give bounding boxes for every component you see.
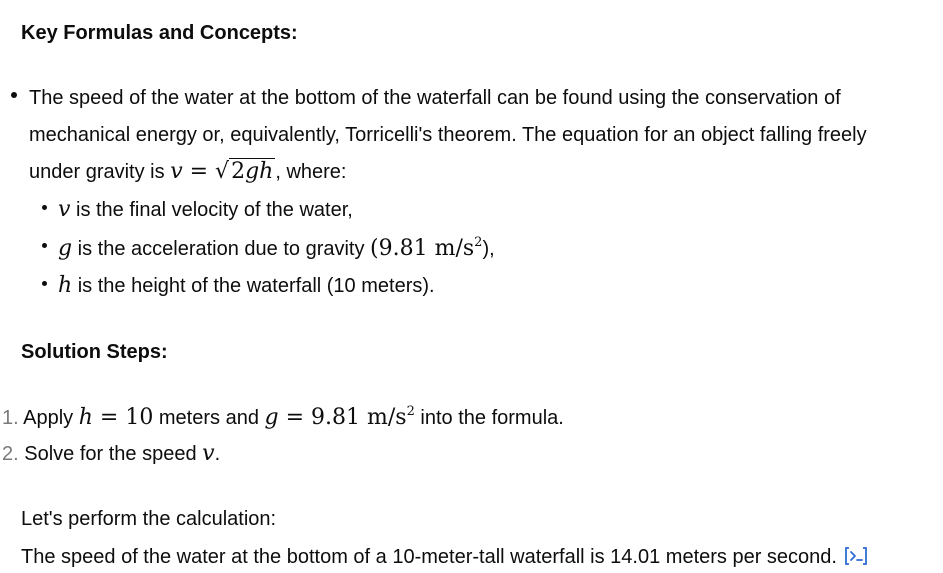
bullet-dot bbox=[11, 92, 17, 98]
gravity-value: (9.81 $m/s^2$ bbox=[370, 235, 483, 261]
formula-v-sqrt-2gh: v = √2gh bbox=[170, 159, 274, 184]
bullet-line-1: The speed of the water at the bottom of the waterfall can be found using the conservation of bbox=[29, 87, 841, 109]
step-1-suffix: into the formula. bbox=[420, 407, 564, 429]
sub-bullet-v-text: is the final velocity of the water, bbox=[76, 199, 353, 221]
sub-bullet-g-text: is the acceleration due to gravity bbox=[77, 238, 365, 260]
step-1-mid: meters and bbox=[158, 407, 259, 429]
bullet-line-3-prefix: under gravity is bbox=[29, 161, 165, 183]
heading-key-formulas: Key Formulas and Concepts: bbox=[21, 22, 298, 44]
sub-bullet-dot bbox=[42, 205, 47, 210]
step-2-prefix: Solve for the speed bbox=[24, 443, 197, 465]
symbol-g: g bbox=[58, 236, 73, 261]
step-1 bbox=[2, 405, 564, 429]
bullet-line-2: mechanical energy or, equivalently, Torricelli's theorem. The equation for an object falling freely bbox=[29, 124, 867, 146]
sub-bullet-g-suffix: ), bbox=[482, 238, 495, 260]
step-2 bbox=[2, 443, 220, 465]
symbol-v: v bbox=[58, 197, 71, 222]
sub-bullet-h-text: is the height of the waterfall (10 meters). bbox=[77, 275, 435, 297]
heading-solution-steps: Solution Steps: bbox=[21, 341, 168, 363]
result-text: The speed of the water at the bottom of a 10-meter-tall waterfall is 14.01 meters per second. bbox=[21, 546, 837, 568]
sub-bullet-dot bbox=[42, 281, 47, 286]
formula-h-10: h = 10 bbox=[78, 405, 154, 430]
sub-bullet-dot bbox=[42, 243, 47, 248]
calculation-intro: Let's perform the calculation: bbox=[21, 508, 277, 530]
bullet-line-3 bbox=[29, 161, 347, 183]
step-2-suffix: . bbox=[214, 443, 221, 465]
formula-g-981: g = 9.81 $m/s^2$ bbox=[264, 404, 415, 430]
sub-bullet-h bbox=[58, 275, 435, 297]
bullet-line-3-suffix: , where: bbox=[275, 161, 347, 183]
step-number: 1. bbox=[2, 407, 19, 429]
result-line bbox=[21, 546, 869, 567]
sub-bullet-g bbox=[58, 236, 495, 260]
step-number: 2. bbox=[2, 443, 19, 465]
step-1-prefix: Apply bbox=[23, 407, 74, 429]
symbol-v: v bbox=[202, 441, 215, 466]
symbol-h: h bbox=[58, 273, 73, 298]
code-analysis-icon[interactable] bbox=[843, 546, 869, 566]
sub-bullet-v bbox=[58, 199, 353, 221]
